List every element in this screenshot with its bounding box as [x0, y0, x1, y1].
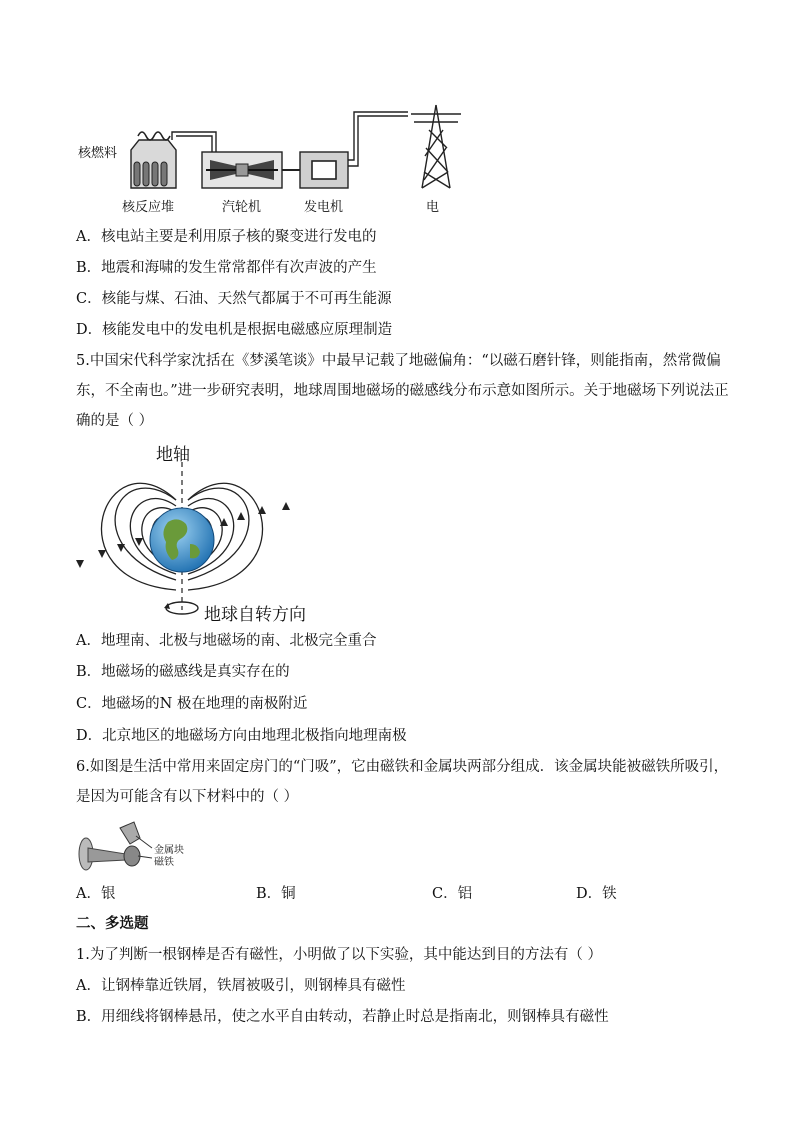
earth-axis-label: 地轴 [156, 445, 190, 465]
q6-stem: 6.如图是生活中常用来固定房门的“门吸”，它由磁铁和金属块两部分组成．该金属块能被磁铁所吸引，是因为可能含有以下材料中的（ ） [76, 759, 729, 805]
q6-option-b: B．铜 [256, 886, 296, 902]
s2-q1-option-a: A．让钢棒靠近铁屑，铁屑被吸引，则钢棒具有磁性 [76, 978, 406, 994]
q5-option-d: D．北京地区的地磁场方向由地理北极指向地理南极 [76, 728, 407, 744]
turbine-shape [202, 152, 282, 188]
q5-option-c: C．地磁场的N 极在地理的南极附近 [76, 696, 308, 712]
s2-q1-option-b: B．用细线将钢棒悬吊，使之水平自由转动，若静止时总是指南北，则钢棒具有磁性 [76, 1009, 609, 1025]
turbine-label: 汽轮机 [222, 200, 262, 215]
earth-rotation-label: 地球自转方向 [204, 605, 306, 625]
q6-option-c: C．铝 [432, 886, 473, 902]
section2-heading: 二、多选题 [76, 915, 149, 932]
magnet-label: 磁铁 [154, 857, 174, 868]
s2-q1-stem: 1.为了判断一根钢棒是否有磁性，小明做了以下实验，其中能达到目的方法有（ ） [76, 947, 602, 963]
reactor-shape [131, 132, 176, 188]
power-tower-shape [411, 105, 461, 188]
q5-stem: 5.中国宋代科学家沈括在《梦溪笔谈》中最早记载了地磁偏角：“以磁石磨针锋，则能指南，然常微偏东，不全南也。”进一步研究表明，地球周围地磁场的磁感线分布示意如图所示。关于地磁场下列说法正确的是（ ） [76, 353, 729, 429]
fuel-label: 核燃料 [78, 146, 118, 161]
q6-option-d: D．铁 [576, 886, 617, 902]
electricity-label: 电 [426, 200, 440, 215]
nuclear-plant-figure [76, 100, 476, 215]
q4-option-b: B．地震和海啸的发生常常都伴有次声波的产生 [76, 260, 377, 276]
generator-label: 发电机 [304, 200, 344, 215]
q4-option-c: C．核能与煤、石油、天然气都属于不可再生能源 [76, 291, 392, 307]
earth-globe [150, 508, 214, 572]
q5-option-a: A．地理南、北极与地磁场的南、北极完全重合 [76, 633, 377, 649]
door-stopper-figure [76, 818, 196, 874]
generator-shape [300, 152, 348, 188]
q4-option-d: D．核能发电中的发电机是根据电磁感应原理制造 [76, 322, 393, 338]
q4-option-a: A．核电站主要是利用原子核的聚变进行发电的 [76, 229, 377, 245]
q5-option-b: B．地磁场的磁感线是真实存在的 [76, 664, 290, 680]
reactor-label: 核反应堆 [122, 200, 175, 215]
q6-option-a: A．银 [76, 886, 116, 902]
metal-block-label: 金属块 [154, 845, 184, 856]
earth-magnetic-field-figure [76, 440, 346, 630]
